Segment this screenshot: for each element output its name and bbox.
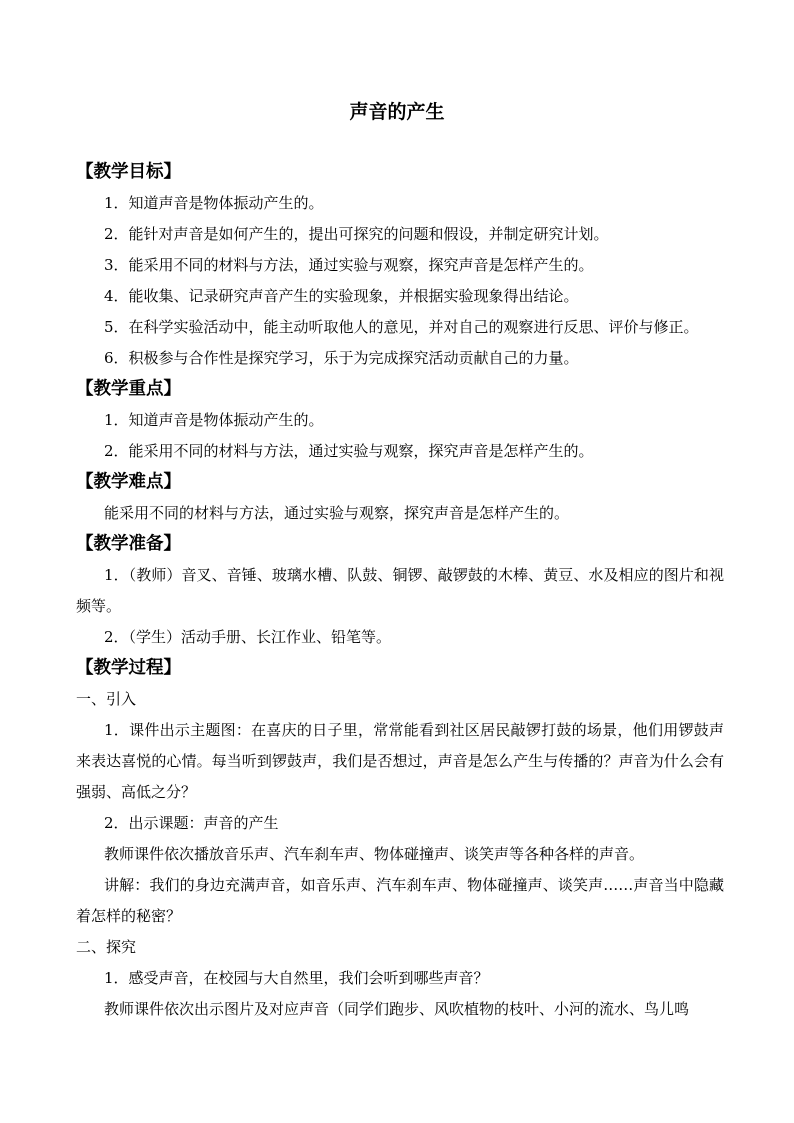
explore-paragraph: 教师课件依次出示图片及对应声音（同学们跑步、风吹植物的枝叶、小河的流水、鸟儿鸣 bbox=[104, 1000, 690, 1018]
subsection-title-explore: 二、探究 bbox=[76, 938, 137, 956]
key-point-item: 2．能采用不同的材料与方法，通过实验与观察，探究声音是怎样产生的。 bbox=[104, 442, 594, 460]
page-title: 声音的产生 bbox=[349, 101, 445, 123]
goal-item: 1．知道声音是物体振动产生的。 bbox=[104, 194, 324, 212]
section-heading-process: 【教学过程】 bbox=[76, 658, 181, 678]
difficulty-text: 能采用不同的材料与方法，通过实验与观察，探究声音是怎样产生的。 bbox=[104, 504, 570, 522]
preparation-item: 2．（学生）活动手册、长江作业、铅笔等。 bbox=[104, 628, 392, 646]
key-point-item: 1．知道声音是物体振动产生的。 bbox=[104, 411, 324, 429]
section-heading-preparation: 【教学准备】 bbox=[76, 534, 181, 554]
goal-item: 6．积极参与合作性是探究学习，乐于为完成探究活动贡献自己的力量。 bbox=[104, 349, 579, 367]
section-heading-difficulties: 【教学难点】 bbox=[76, 472, 181, 492]
preparation-item: 1．（教师）音叉、音锤、玻璃水槽、队鼓、铜锣、敲锣鼓的木棒、黄豆、水及相应的图片和视频等。 bbox=[76, 566, 724, 615]
intro-paragraph: 教师课件依次播放音乐声、汽车刹车声、物体碰撞声、谈笑声等各种各样的声音。 bbox=[104, 845, 645, 863]
explore-paragraph: 1．感受声音，在校园与大自然里，我们会听到哪些声音？ bbox=[104, 969, 489, 987]
goal-item: 4．能收集、记录研究声音产生的实验现象，并根据实验现象得出结论。 bbox=[104, 287, 579, 305]
goal-item: 3．能采用不同的材料与方法，通过实验与观察，探究声音是怎样产生的。 bbox=[104, 256, 594, 274]
intro-paragraph: 讲解：我们的身边充满声音，如音乐声、汽车刹车声、物体碰撞声、谈笑声……声音当中隐藏着怎样的秘密？ bbox=[76, 876, 724, 925]
section-heading-goals: 【教学目标】 bbox=[76, 162, 181, 182]
intro-paragraph: 1．课件出示主题图：在喜庆的日子里，常常能看到社区居民敲锣打鼓的场景，他们用锣鼓声来表达喜悦的心情。每当听到锣鼓声，我们是否想过，声音是怎么产生与传播的？声音为什么会有强弱、高低之分？ bbox=[76, 721, 724, 801]
goal-item: 5．在科学实验活动中，能主动听取他人的意见，并对自己的观察进行反思、评价与修正。 bbox=[104, 318, 699, 336]
goal-item: 2．能针对声音是如何产生的，提出可探究的问题和假设，并制定研究计划。 bbox=[104, 225, 609, 243]
intro-paragraph: 2．出示课题：声音的产生 bbox=[104, 814, 279, 832]
subsection-title-intro: 一、引入 bbox=[76, 690, 137, 708]
section-heading-key-points: 【教学重点】 bbox=[76, 379, 181, 399]
document-body bbox=[76, 157, 724, 1025]
